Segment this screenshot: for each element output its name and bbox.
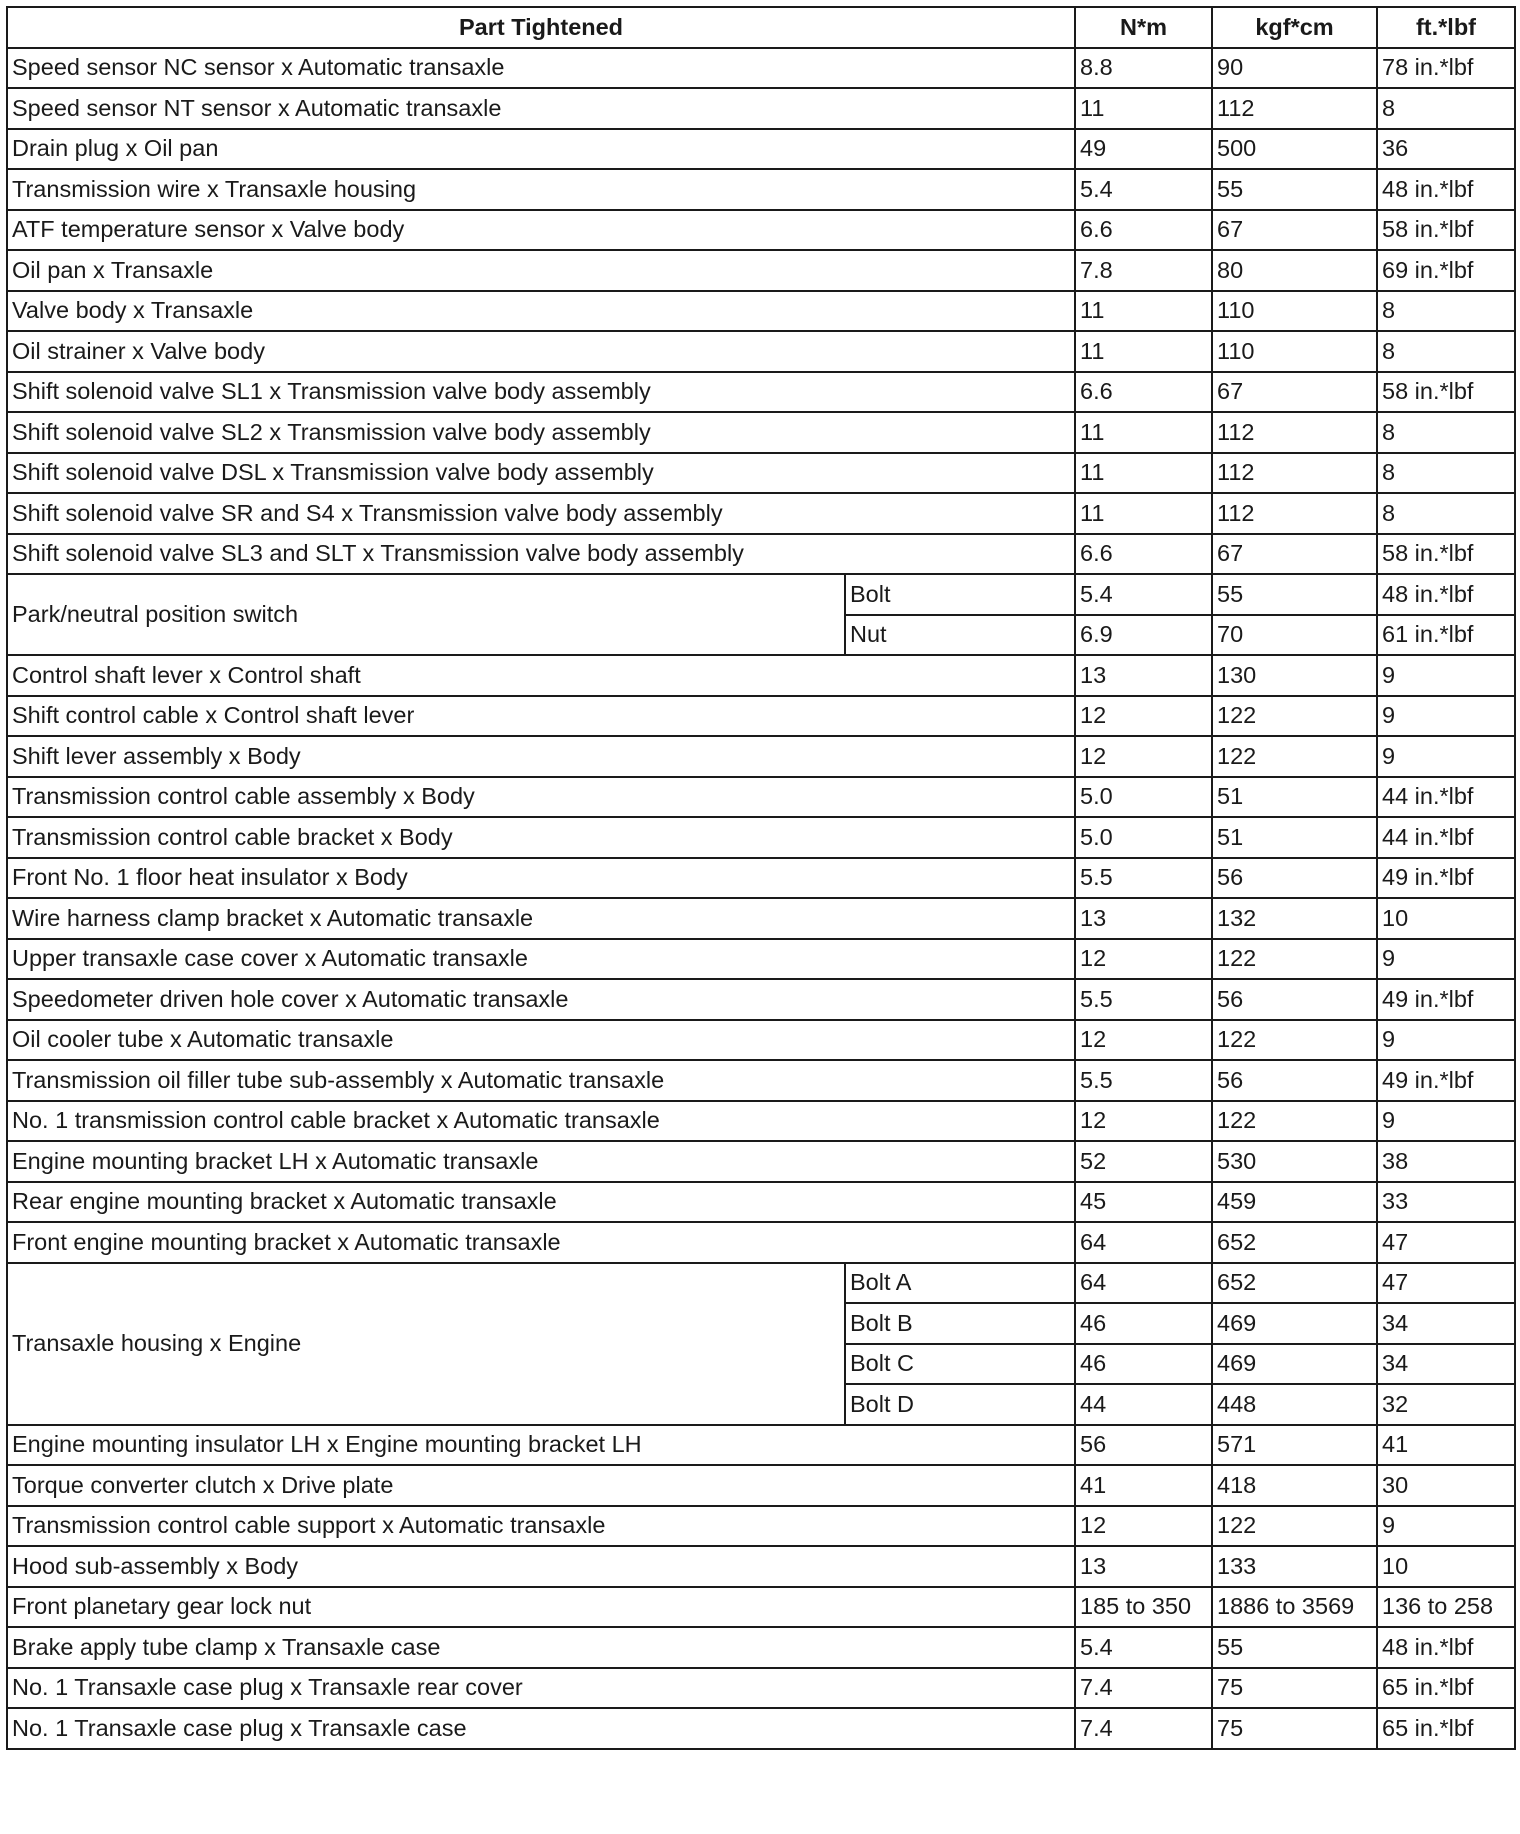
torque-kgf-cm: 56 — [1212, 1060, 1377, 1101]
table-row — [7, 453, 1515, 494]
torque-kgf-cm: 70 — [1212, 615, 1377, 656]
torque-nm: 56 — [1075, 1425, 1212, 1466]
part-name: Shift solenoid valve DSL x Transmission valve body assembly — [7, 453, 1075, 494]
torque-nm: 11 — [1075, 331, 1212, 372]
table-row — [7, 696, 1515, 737]
part-name: Front engine mounting bracket x Automatic transaxle — [7, 1222, 1075, 1263]
torque-ft-lbf: 58 in.*lbf — [1377, 534, 1515, 575]
torque-nm: 5.5 — [1075, 858, 1212, 899]
torque-kgf-cm: 90 — [1212, 48, 1377, 89]
torque-nm: 6.6 — [1075, 210, 1212, 251]
part-name: Engine mounting insulator LH x Engine mounting bracket LH — [7, 1425, 1075, 1466]
table-row — [7, 250, 1515, 291]
torque-ft-lbf: 36 — [1377, 129, 1515, 170]
torque-kgf-cm: 571 — [1212, 1425, 1377, 1466]
torque-nm: 5.5 — [1075, 979, 1212, 1020]
part-name: Speedometer driven hole cover x Automatic transaxle — [7, 979, 1075, 1020]
part-name: ATF temperature sensor x Valve body — [7, 210, 1075, 251]
torque-kgf-cm: 122 — [1212, 736, 1377, 777]
torque-ft-lbf: 38 — [1377, 1141, 1515, 1182]
part-name: Transmission control cable bracket x Body — [7, 817, 1075, 858]
table-row — [7, 129, 1515, 170]
torque-nm: 5.4 — [1075, 574, 1212, 615]
table-row — [7, 1141, 1515, 1182]
torque-ft-lbf: 9 — [1377, 939, 1515, 980]
table-row — [7, 1506, 1515, 1547]
torque-ft-lbf: 9 — [1377, 696, 1515, 737]
torque-nm: 5.0 — [1075, 817, 1212, 858]
torque-ft-lbf: 49 in.*lbf — [1377, 858, 1515, 899]
torque-ft-lbf: 8 — [1377, 453, 1515, 494]
torque-nm: 12 — [1075, 736, 1212, 777]
torque-ft-lbf: 9 — [1377, 1020, 1515, 1061]
torque-nm: 11 — [1075, 88, 1212, 129]
table-row — [7, 169, 1515, 210]
torque-nm: 8.8 — [1075, 48, 1212, 89]
header-ft-lbf: ft.*lbf — [1377, 7, 1515, 48]
torque-kgf-cm: 459 — [1212, 1182, 1377, 1223]
torque-ft-lbf: 34 — [1377, 1303, 1515, 1344]
table-row — [7, 1465, 1515, 1506]
torque-ft-lbf: 10 — [1377, 898, 1515, 939]
part-name: Shift solenoid valve SL2 x Transmission valve body assembly — [7, 412, 1075, 453]
header-part-tightened: Part Tightened — [7, 7, 1075, 48]
part-name: Control shaft lever x Control shaft — [7, 655, 1075, 696]
torque-ft-lbf: 48 in.*lbf — [1377, 169, 1515, 210]
table-row — [7, 858, 1515, 899]
part-name: Hood sub-assembly x Body — [7, 1546, 1075, 1587]
torque-kgf-cm: 500 — [1212, 129, 1377, 170]
table-row — [7, 372, 1515, 413]
torque-ft-lbf: 49 in.*lbf — [1377, 979, 1515, 1020]
torque-nm: 52 — [1075, 1141, 1212, 1182]
torque-nm: 12 — [1075, 939, 1212, 980]
torque-nm: 12 — [1075, 1101, 1212, 1142]
torque-ft-lbf: 61 in.*lbf — [1377, 615, 1515, 656]
part-name: Transmission control cable support x Automatic transaxle — [7, 1506, 1075, 1547]
torque-nm: 7.4 — [1075, 1668, 1212, 1709]
torque-kgf-cm: 122 — [1212, 1020, 1377, 1061]
torque-kgf-cm: 122 — [1212, 939, 1377, 980]
torque-nm: 64 — [1075, 1263, 1212, 1304]
table-row — [7, 939, 1515, 980]
torque-nm: 11 — [1075, 291, 1212, 332]
torque-ft-lbf: 44 in.*lbf — [1377, 817, 1515, 858]
torque-kgf-cm: 132 — [1212, 898, 1377, 939]
part-name: Transaxle housing x Engine — [7, 1263, 845, 1425]
torque-ft-lbf: 58 in.*lbf — [1377, 372, 1515, 413]
torque-kgf-cm: 56 — [1212, 979, 1377, 1020]
table-row — [7, 979, 1515, 1020]
torque-kgf-cm: 112 — [1212, 453, 1377, 494]
table-row — [7, 1708, 1515, 1749]
table-row — [7, 655, 1515, 696]
fastener-label: Bolt C — [845, 1344, 1075, 1385]
table-row — [7, 1182, 1515, 1223]
torque-kgf-cm: 55 — [1212, 1627, 1377, 1668]
torque-ft-lbf: 65 in.*lbf — [1377, 1668, 1515, 1709]
table-row — [7, 1020, 1515, 1061]
torque-kgf-cm: 418 — [1212, 1465, 1377, 1506]
torque-ft-lbf: 9 — [1377, 1506, 1515, 1547]
torque-nm: 7.4 — [1075, 1708, 1212, 1749]
torque-kgf-cm: 469 — [1212, 1303, 1377, 1344]
torque-nm: 13 — [1075, 1546, 1212, 1587]
torque-kgf-cm: 130 — [1212, 655, 1377, 696]
torque-kgf-cm: 67 — [1212, 210, 1377, 251]
part-name: No. 1 Transaxle case plug x Transaxle rear cover — [7, 1668, 1075, 1709]
part-name: Oil pan x Transaxle — [7, 250, 1075, 291]
part-name: Brake apply tube clamp x Transaxle case — [7, 1627, 1075, 1668]
torque-kgf-cm: 67 — [1212, 534, 1377, 575]
torque-spec-table — [6, 6, 1516, 1750]
torque-kgf-cm: 122 — [1212, 696, 1377, 737]
table-row — [7, 1627, 1515, 1668]
table-row — [7, 736, 1515, 777]
header-kgf-cm: kgf*cm — [1212, 7, 1377, 48]
table-row — [7, 1101, 1515, 1142]
fastener-label: Bolt — [845, 574, 1075, 615]
table-row — [7, 331, 1515, 372]
part-name: Shift solenoid valve SL1 x Transmission valve body assembly — [7, 372, 1075, 413]
torque-kgf-cm: 67 — [1212, 372, 1377, 413]
part-name: Oil strainer x Valve body — [7, 331, 1075, 372]
torque-ft-lbf: 47 — [1377, 1263, 1515, 1304]
torque-nm: 12 — [1075, 1020, 1212, 1061]
part-name: Wire harness clamp bracket x Automatic transaxle — [7, 898, 1075, 939]
torque-kgf-cm: 122 — [1212, 1506, 1377, 1547]
part-name: Transmission control cable assembly x Body — [7, 777, 1075, 818]
part-name: Engine mounting bracket LH x Automatic transaxle — [7, 1141, 1075, 1182]
torque-nm: 45 — [1075, 1182, 1212, 1223]
torque-kgf-cm: 51 — [1212, 777, 1377, 818]
torque-ft-lbf: 78 in.*lbf — [1377, 48, 1515, 89]
torque-nm: 11 — [1075, 412, 1212, 453]
torque-nm: 11 — [1075, 453, 1212, 494]
table-row — [7, 1425, 1515, 1466]
torque-nm: 41 — [1075, 1465, 1212, 1506]
table-row — [7, 1263, 1515, 1304]
part-name: Speed sensor NT sensor x Automatic transaxle — [7, 88, 1075, 129]
torque-kgf-cm: 469 — [1212, 1344, 1377, 1385]
torque-nm: 12 — [1075, 696, 1212, 737]
torque-kgf-cm: 56 — [1212, 858, 1377, 899]
torque-ft-lbf: 10 — [1377, 1546, 1515, 1587]
torque-nm: 46 — [1075, 1303, 1212, 1344]
torque-kgf-cm: 530 — [1212, 1141, 1377, 1182]
torque-nm: 12 — [1075, 1506, 1212, 1547]
part-name: Speed sensor NC sensor x Automatic transaxle — [7, 48, 1075, 89]
torque-ft-lbf: 30 — [1377, 1465, 1515, 1506]
torque-ft-lbf: 58 in.*lbf — [1377, 210, 1515, 251]
table-row — [7, 777, 1515, 818]
torque-ft-lbf: 41 — [1377, 1425, 1515, 1466]
table-row — [7, 898, 1515, 939]
table-row — [7, 1587, 1515, 1628]
torque-nm: 6.6 — [1075, 534, 1212, 575]
torque-ft-lbf: 48 in.*lbf — [1377, 1627, 1515, 1668]
torque-ft-lbf: 48 in.*lbf — [1377, 574, 1515, 615]
torque-kgf-cm: 652 — [1212, 1222, 1377, 1263]
torque-ft-lbf: 49 in.*lbf — [1377, 1060, 1515, 1101]
torque-ft-lbf: 9 — [1377, 736, 1515, 777]
torque-nm: 13 — [1075, 898, 1212, 939]
torque-kgf-cm: 112 — [1212, 88, 1377, 129]
part-name: No. 1 Transaxle case plug x Transaxle case — [7, 1708, 1075, 1749]
fastener-label: Nut — [845, 615, 1075, 656]
torque-nm: 5.4 — [1075, 1627, 1212, 1668]
table-row — [7, 88, 1515, 129]
torque-nm: 5.4 — [1075, 169, 1212, 210]
fastener-label: Bolt D — [845, 1384, 1075, 1425]
torque-kgf-cm: 1886 to 3569 — [1212, 1587, 1377, 1628]
torque-ft-lbf: 44 in.*lbf — [1377, 777, 1515, 818]
table-row — [7, 1060, 1515, 1101]
table-row — [7, 493, 1515, 534]
table-row — [7, 1222, 1515, 1263]
part-name: Transmission oil filler tube sub-assembly x Automatic transaxle — [7, 1060, 1075, 1101]
part-name: No. 1 transmission control cable bracket x Automatic transaxle — [7, 1101, 1075, 1142]
torque-ft-lbf: 9 — [1377, 1101, 1515, 1142]
torque-ft-lbf: 32 — [1377, 1384, 1515, 1425]
part-name: Shift solenoid valve SR and S4 x Transmission valve body assembly — [7, 493, 1075, 534]
torque-nm: 13 — [1075, 655, 1212, 696]
torque-ft-lbf: 34 — [1377, 1344, 1515, 1385]
torque-kgf-cm: 55 — [1212, 169, 1377, 210]
torque-ft-lbf: 8 — [1377, 412, 1515, 453]
table-row — [7, 291, 1515, 332]
torque-nm: 7.8 — [1075, 250, 1212, 291]
torque-nm: 5.0 — [1075, 777, 1212, 818]
table-row — [7, 817, 1515, 858]
torque-ft-lbf: 33 — [1377, 1182, 1515, 1223]
table-row — [7, 534, 1515, 575]
torque-kgf-cm: 133 — [1212, 1546, 1377, 1587]
torque-ft-lbf: 136 to 258 — [1377, 1587, 1515, 1628]
torque-ft-lbf: 47 — [1377, 1222, 1515, 1263]
torque-nm: 46 — [1075, 1344, 1212, 1385]
part-name: Shift control cable x Control shaft lever — [7, 696, 1075, 737]
part-name: Torque converter clutch x Drive plate — [7, 1465, 1075, 1506]
torque-kgf-cm: 652 — [1212, 1263, 1377, 1304]
torque-kgf-cm: 75 — [1212, 1668, 1377, 1709]
part-name: Shift solenoid valve SL3 and SLT x Transmission valve body assembly — [7, 534, 1075, 575]
part-name: Shift lever assembly x Body — [7, 736, 1075, 777]
table-body — [7, 48, 1515, 1749]
part-name: Transmission wire x Transaxle housing — [7, 169, 1075, 210]
table-row — [7, 1546, 1515, 1587]
torque-kgf-cm: 110 — [1212, 291, 1377, 332]
torque-nm: 44 — [1075, 1384, 1212, 1425]
part-name: Park/neutral position switch — [7, 574, 845, 655]
torque-nm: 6.6 — [1075, 372, 1212, 413]
torque-kgf-cm: 80 — [1212, 250, 1377, 291]
torque-ft-lbf: 65 in.*lbf — [1377, 1708, 1515, 1749]
torque-ft-lbf: 8 — [1377, 88, 1515, 129]
fastener-label: Bolt B — [845, 1303, 1075, 1344]
header-nm: N*m — [1075, 7, 1212, 48]
part-name: Oil cooler tube x Automatic transaxle — [7, 1020, 1075, 1061]
torque-kgf-cm: 112 — [1212, 493, 1377, 534]
part-name: Upper transaxle case cover x Automatic transaxle — [7, 939, 1075, 980]
part-name: Valve body x Transaxle — [7, 291, 1075, 332]
table-row — [7, 210, 1515, 251]
part-name: Front planetary gear lock nut — [7, 1587, 1075, 1628]
torque-ft-lbf: 8 — [1377, 331, 1515, 372]
torque-nm: 11 — [1075, 493, 1212, 534]
torque-kgf-cm: 51 — [1212, 817, 1377, 858]
torque-ft-lbf: 8 — [1377, 291, 1515, 332]
torque-nm: 185 to 350 — [1075, 1587, 1212, 1628]
torque-kgf-cm: 75 — [1212, 1708, 1377, 1749]
torque-kgf-cm: 122 — [1212, 1101, 1377, 1142]
torque-ft-lbf: 69 in.*lbf — [1377, 250, 1515, 291]
table-row — [7, 48, 1515, 89]
table-row — [7, 1668, 1515, 1709]
torque-nm: 6.9 — [1075, 615, 1212, 656]
part-name: Drain plug x Oil pan — [7, 129, 1075, 170]
fastener-label: Bolt A — [845, 1263, 1075, 1304]
part-name: Rear engine mounting bracket x Automatic transaxle — [7, 1182, 1075, 1223]
torque-kgf-cm: 448 — [1212, 1384, 1377, 1425]
torque-ft-lbf: 9 — [1377, 655, 1515, 696]
torque-kgf-cm: 110 — [1212, 331, 1377, 372]
torque-nm: 49 — [1075, 129, 1212, 170]
header-row — [7, 7, 1515, 48]
table-row — [7, 574, 1515, 615]
torque-nm: 64 — [1075, 1222, 1212, 1263]
table-row — [7, 412, 1515, 453]
torque-kgf-cm: 112 — [1212, 412, 1377, 453]
part-name: Front No. 1 floor heat insulator x Body — [7, 858, 1075, 899]
torque-kgf-cm: 55 — [1212, 574, 1377, 615]
torque-nm: 5.5 — [1075, 1060, 1212, 1101]
torque-ft-lbf: 8 — [1377, 493, 1515, 534]
